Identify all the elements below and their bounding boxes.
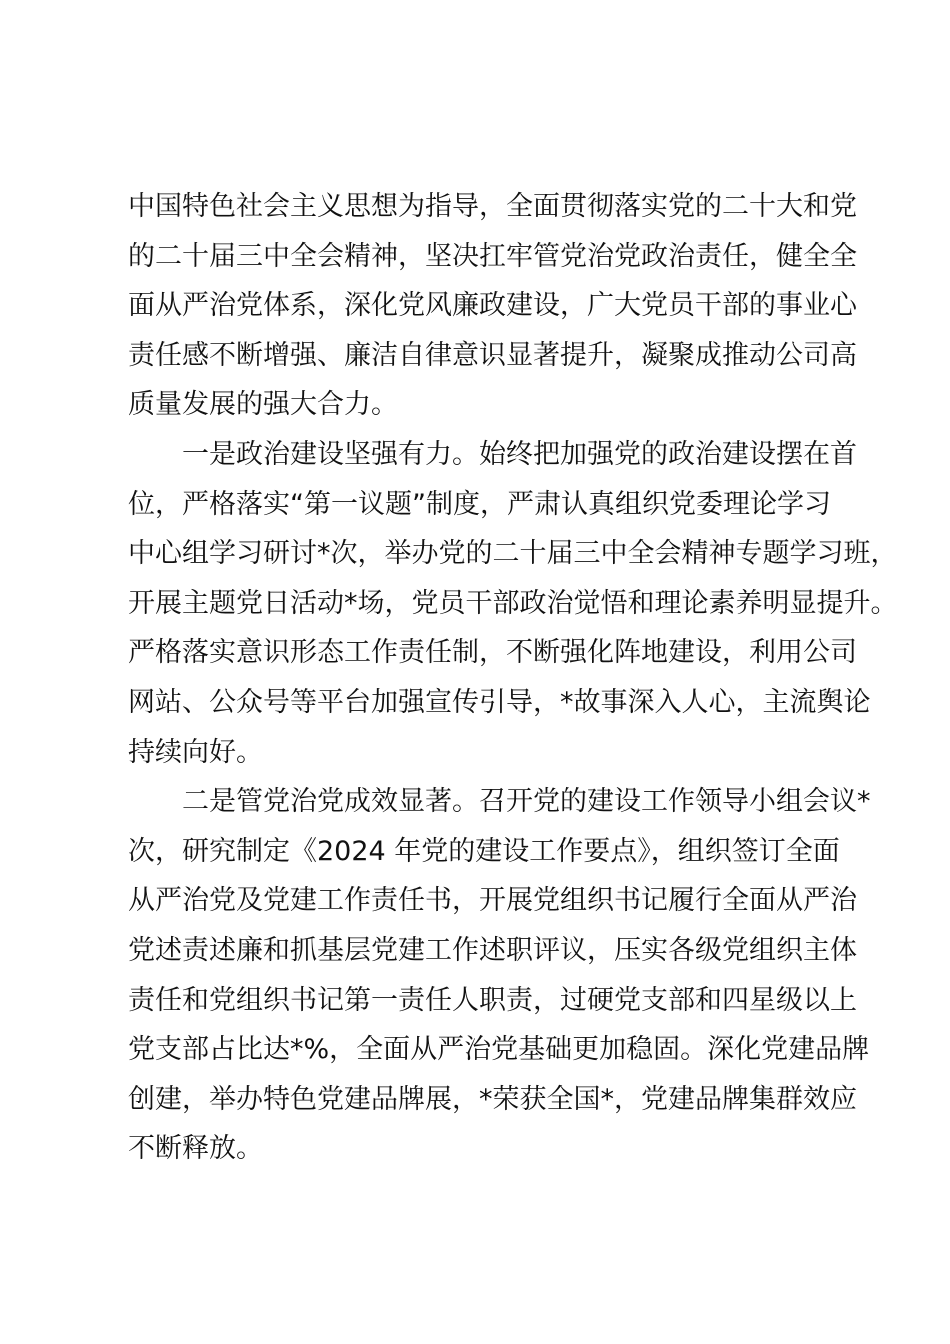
paragraph-intro: [128, 182, 857, 430]
text-line: 面从严治党体系，深化党风廉政建设，广大党员干部的事业心: [128, 290, 857, 322]
text-line: 二是管党治党成效显著。召开党的建设工作领导小组会议*: [182, 786, 871, 818]
text-line: 开展主题党日活动*场，党员干部政治觉悟和理论素养明显提升。: [128, 587, 898, 619]
text-line: 党支部占比达*%，全面从严治党基础更加稳固。深化党建品牌: [128, 1034, 870, 1066]
text-line: 的二十届三中全会精神，坚决扛牢管党治党政治责任，健全全: [128, 240, 857, 272]
text-line: 责任感不断增强、廉洁自律意识显著提升，凝聚成推动公司高: [128, 339, 857, 371]
text-line: 中国特色社会主义思想为指导，全面贯彻落实党的二十大和党: [128, 191, 857, 222]
text-line: 一是政治建设坚强有力。始终把加强党的政治建设摆在首: [182, 438, 857, 470]
text-line: 创建，举办特色党建品牌展，*荣获全国*，党建品牌集群效应: [128, 1083, 857, 1115]
text-line: 不断释放。: [128, 1133, 263, 1165]
text-line: 党述责述廉和抓基层党建工作述职评议，压实各级党组织主体: [128, 934, 857, 966]
text-line: 位，严格落实“第一议题”制度，严肃认真组织党委理论学习: [128, 488, 831, 520]
text-line: 持续向好。: [128, 736, 263, 768]
paragraph-political-construction: [128, 430, 898, 777]
text-line: 网站、公众号等平台加强宣传引导，*故事深入人心，主流舆论: [128, 686, 871, 718]
text-line: 质量发展的强大合力。: [128, 389, 398, 421]
text-line: 从严治党及党建工作责任书，开展党组织书记履行全面从严治: [128, 885, 857, 917]
text-line: 次，研究制定《2024 年党的建设工作要点》，组织签订全面: [128, 835, 840, 867]
document-body: [128, 182, 898, 1174]
text-line: 责任和党组织书记第一责任人职责，过硬党支部和四星级以上: [128, 984, 857, 1016]
paragraph-party-governance: [128, 777, 871, 1174]
text-line: 严格落实意识形态工作责任制，不断强化阵地建设，利用公司: [128, 637, 857, 669]
text-line: 中心组学习研讨*次，举办党的二十届三中全会精神专题学习班，: [128, 538, 898, 570]
